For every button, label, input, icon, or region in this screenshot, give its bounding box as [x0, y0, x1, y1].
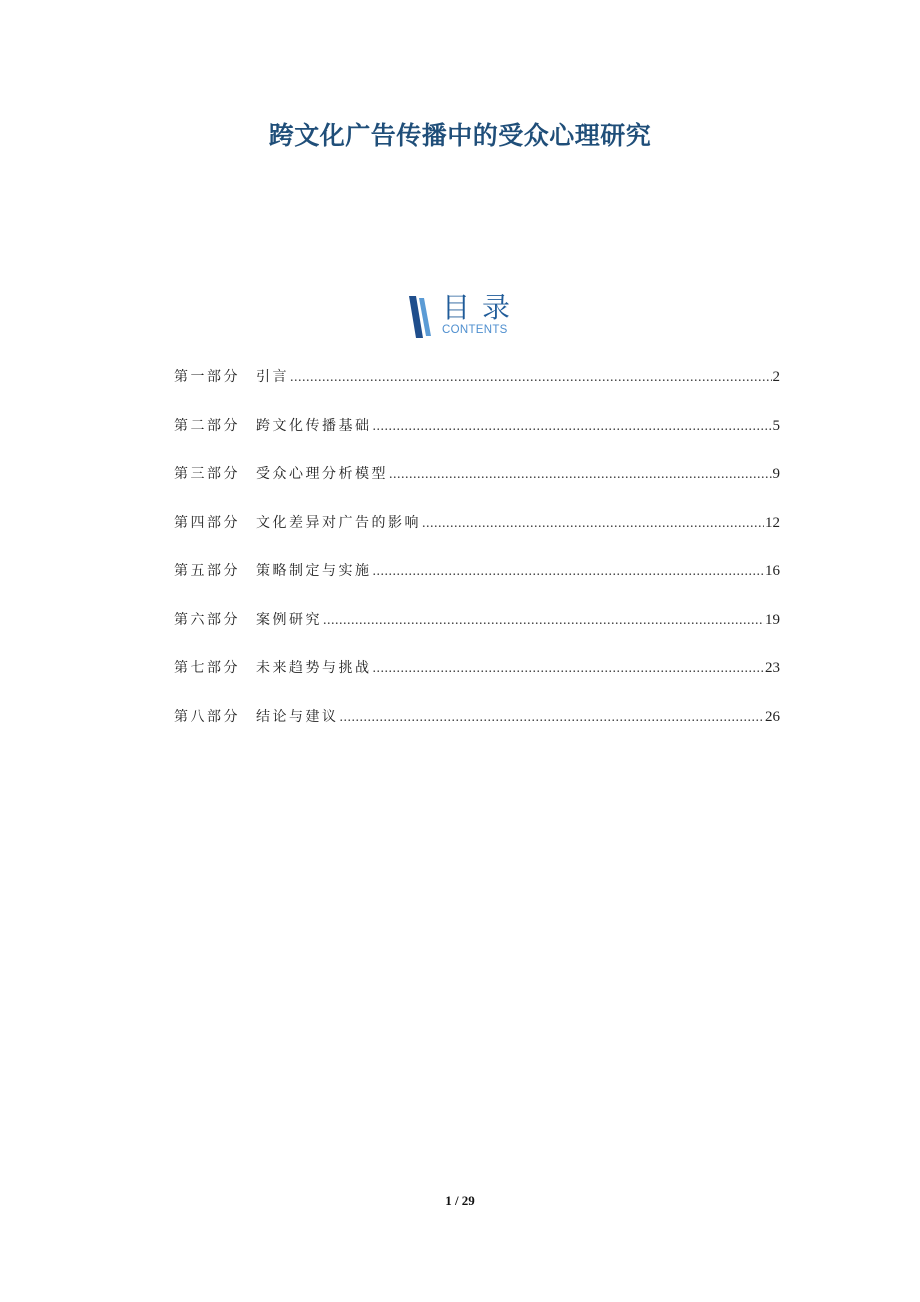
toc-heading — [0, 292, 920, 342]
toc-dot-leader — [340, 710, 765, 726]
toc-entry-part: 第一部分 — [174, 369, 240, 385]
toc-entry-part: 第五部分 — [174, 563, 240, 579]
toc-heading-english: CONTENTS — [442, 324, 508, 336]
toc-entry-part: 第八部分 — [174, 708, 240, 725]
toc-dot-leader — [373, 564, 765, 580]
toc-entry-title: 文化差异对广告的影响 — [256, 514, 421, 531]
toc-entry-page: 12 — [765, 514, 780, 531]
toc-entry[interactable] — [174, 706, 780, 755]
toc-dot-leader — [373, 419, 772, 435]
toc-entry-page: 19 — [765, 611, 780, 628]
toc-entry-part: 第七部分 — [174, 660, 240, 676]
toc-entry-page: 16 — [765, 563, 780, 579]
toc-entry-page: 23 — [765, 660, 780, 676]
toc-entry-part: 第二部分 — [174, 417, 240, 434]
toc-entry-title: 受众心理分析模型 — [256, 466, 388, 482]
table-of-contents — [174, 366, 780, 754]
toc-entry-title: 案例研究 — [256, 611, 322, 628]
toc-entry-part: 第六部分 — [174, 611, 240, 628]
toc-dot-leader — [290, 370, 772, 386]
toc-entry-page: 9 — [772, 466, 780, 482]
toc-entry-page: 26 — [765, 708, 780, 725]
toc-dot-leader — [422, 516, 764, 532]
toc-entry[interactable] — [174, 609, 780, 658]
toc-entry-title: 结论与建议 — [256, 708, 339, 725]
toc-dot-leader — [323, 613, 764, 629]
toc-entry-part: 第三部分 — [174, 466, 240, 482]
toc-entry-title: 策略制定与实施 — [256, 563, 372, 579]
toc-dot-leader — [373, 661, 765, 677]
toc-entry-page: 2 — [772, 369, 780, 385]
document-title: 跨文化广告传播中的受众心理研究 — [268, 121, 652, 150]
toc-entry[interactable] — [174, 415, 780, 464]
toc-entry-title: 引言 — [256, 369, 289, 385]
toc-dot-leader — [389, 467, 772, 483]
toc-entry-part: 第四部分 — [174, 514, 240, 531]
toc-entry[interactable] — [174, 560, 780, 609]
toc-entry[interactable] — [174, 512, 780, 561]
toc-entry-page: 5 — [772, 417, 780, 434]
toc-entry[interactable] — [174, 463, 780, 512]
toc-entry-title: 未来趋势与挑战 — [256, 660, 372, 676]
toc-heading-chinese: 目录 — [442, 291, 523, 324]
page-number: 1 / 29 — [445, 1193, 475, 1208]
blue-bars-logo-icon — [408, 296, 432, 338]
toc-entry[interactable] — [174, 657, 780, 706]
toc-entry[interactable] — [174, 366, 780, 415]
toc-entry-title: 跨文化传播基础 — [256, 417, 372, 434]
